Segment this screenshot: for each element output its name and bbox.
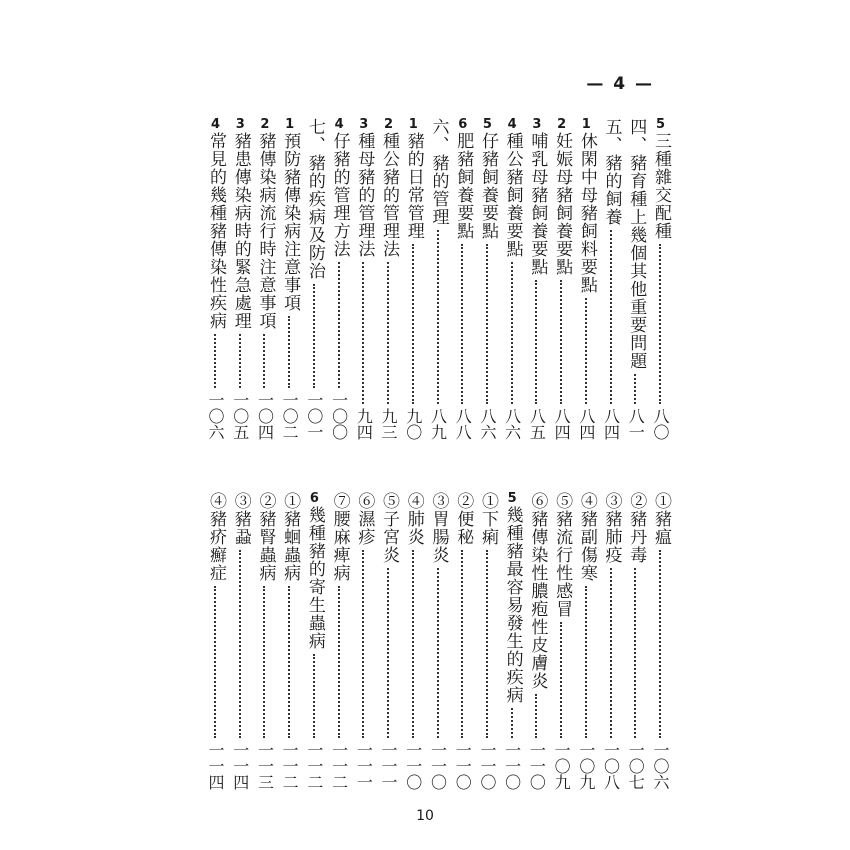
entry-number: 3 bbox=[235, 117, 245, 132]
leader-dots bbox=[511, 708, 513, 738]
entry-page-number: 八八 bbox=[453, 408, 473, 440]
entry-page-number: 八六 bbox=[502, 408, 522, 440]
entry-page-number: 一〇二 bbox=[280, 392, 300, 440]
entry-page-number: 一〇九 bbox=[552, 742, 572, 790]
entry-title: ③豬肺疫 bbox=[601, 492, 622, 564]
entry-page-number: 一一一 bbox=[379, 742, 399, 790]
leader-dots bbox=[535, 280, 537, 404]
toc-entry bbox=[650, 478, 671, 790]
leader-dots bbox=[338, 262, 340, 388]
entry-page-number: 一〇〇 bbox=[329, 392, 349, 440]
entry-number: 4 bbox=[334, 117, 344, 132]
entry-number: 1 bbox=[408, 117, 418, 132]
entry-number: 6 bbox=[309, 491, 319, 506]
leader-dots bbox=[387, 568, 389, 738]
entry-title: 仔豬飼養要點 bbox=[477, 132, 498, 240]
leader-dots bbox=[313, 654, 315, 738]
entry-page-number: 一一〇 bbox=[502, 742, 522, 790]
entry-page-number: 一〇七 bbox=[626, 742, 646, 790]
toc-entry bbox=[254, 108, 275, 440]
toc-entry bbox=[576, 478, 597, 790]
entry-title: ③豬蝨 bbox=[230, 492, 251, 546]
entry-title: 七、豬的疾病及防治 bbox=[304, 118, 325, 280]
entry-title: 幾種豬最容易發生的疾病 bbox=[502, 506, 523, 704]
toc-entry bbox=[304, 478, 325, 790]
toc-entry bbox=[254, 478, 275, 790]
entry-title: 種母豬的管理法 bbox=[354, 132, 375, 258]
entry-title: ①豬瘟 bbox=[651, 492, 671, 546]
toc-entry bbox=[601, 478, 622, 790]
leader-dots bbox=[634, 374, 636, 404]
entry-title: 四、豬育種上幾個其他重要問題 bbox=[626, 118, 647, 370]
entry-page-number: 一〇五 bbox=[230, 392, 250, 440]
entry-title: 休閑中母豬飼料要點 bbox=[576, 132, 597, 294]
entry-page-number: 九〇 bbox=[403, 408, 423, 440]
entry-number: 1 bbox=[581, 117, 591, 132]
entry-page-number: 八六 bbox=[477, 408, 497, 440]
page-label: — 4 — bbox=[586, 74, 654, 94]
leader-dots bbox=[659, 550, 661, 738]
toc-entry bbox=[625, 108, 646, 440]
entry-number: 2 bbox=[557, 117, 567, 132]
toc-entry bbox=[551, 478, 572, 790]
entry-title: 預防豬傳染病注意事項 bbox=[280, 132, 301, 312]
toc-entry bbox=[403, 478, 424, 790]
entry-title: ②豬腎蟲病 bbox=[255, 492, 276, 582]
toc-entry bbox=[526, 108, 547, 440]
entry-title: 仔豬的管理方法 bbox=[329, 132, 350, 258]
entry-page-number: 一一四 bbox=[230, 742, 250, 790]
leader-dots bbox=[362, 550, 364, 738]
entry-title: 哺乳母豬飼養要點 bbox=[527, 132, 548, 276]
entry-page-number: 一一〇 bbox=[527, 742, 547, 790]
entry-title: ③胃腸炎 bbox=[428, 492, 449, 564]
leader-dots bbox=[659, 244, 661, 404]
leader-dots bbox=[585, 298, 587, 404]
entry-page-number: 一一〇 bbox=[477, 742, 497, 790]
leader-dots bbox=[610, 568, 612, 738]
leader-dots bbox=[437, 568, 439, 738]
entry-title: 妊娠母豬飼養要點 bbox=[552, 132, 573, 276]
entry-title: 豬患傳染病時的緊急處理 bbox=[230, 132, 251, 330]
toc-entry bbox=[304, 108, 325, 440]
toc-entry bbox=[353, 478, 374, 790]
toc-entry bbox=[378, 108, 399, 440]
entry-number: 2 bbox=[384, 117, 394, 132]
entry-title: 六、豬的管理 bbox=[428, 118, 449, 226]
toc-entry bbox=[625, 478, 646, 790]
leader-dots bbox=[263, 586, 265, 738]
entry-page-number: 八四 bbox=[552, 408, 572, 440]
leader-dots bbox=[585, 586, 587, 738]
toc-entry bbox=[502, 108, 523, 440]
entry-title: 常見的幾種豬傳染性疾病 bbox=[206, 132, 226, 330]
toc-entry bbox=[650, 108, 671, 440]
entry-title: ①豬蛔蟲病 bbox=[280, 492, 301, 582]
entry-title: 豬的日常管理 bbox=[403, 132, 424, 240]
leader-dots bbox=[214, 334, 216, 388]
toc-entry bbox=[230, 108, 251, 440]
entry-page-number: 一一〇 bbox=[453, 742, 473, 790]
entry-number: 5 bbox=[655, 117, 666, 132]
entry-title: ⑥濕疹 bbox=[354, 492, 375, 546]
toc-entry bbox=[502, 478, 523, 790]
leader-dots bbox=[362, 262, 364, 404]
toc-entry bbox=[205, 108, 226, 440]
entry-page-number: 一一二 bbox=[280, 742, 300, 790]
entry-page-number: 八四 bbox=[576, 408, 596, 440]
toc-entry bbox=[329, 108, 350, 440]
entry-title: ①下痢 bbox=[477, 492, 498, 546]
entry-number: 5 bbox=[482, 117, 492, 132]
leader-dots bbox=[461, 550, 463, 738]
entry-page-number: 一〇四 bbox=[255, 392, 275, 440]
leader-dots bbox=[461, 244, 463, 404]
leader-dots bbox=[288, 316, 290, 388]
entry-page-number: 八〇 bbox=[651, 408, 670, 440]
toc-entry bbox=[279, 108, 300, 440]
entry-title: ④肺炎 bbox=[403, 492, 424, 546]
entry-page-number: 一〇六 bbox=[651, 742, 670, 790]
entry-title: ⑦腰麻痺病 bbox=[329, 492, 350, 582]
entry-title: 三種雜交配種 bbox=[651, 132, 671, 240]
entry-title: 肥豬飼養要點 bbox=[453, 132, 474, 240]
entry-page-number: 一一二 bbox=[304, 742, 324, 790]
toc-entry bbox=[477, 478, 498, 790]
entry-page-number: 一一〇 bbox=[428, 742, 448, 790]
toc-entry bbox=[230, 478, 251, 790]
toc-entry bbox=[551, 108, 572, 440]
entry-title: ④豬疥癬症 bbox=[206, 492, 226, 582]
toc-entry bbox=[526, 478, 547, 790]
entry-page-number: 九四 bbox=[354, 408, 374, 440]
leader-dots bbox=[313, 284, 315, 388]
entry-title: ⑥豬傳染性膿疱性皮膚炎 bbox=[527, 492, 548, 690]
entry-title: 種公豬飼養要點 bbox=[502, 132, 523, 258]
leader-dots bbox=[412, 550, 414, 738]
leader-dots bbox=[214, 586, 216, 738]
entry-page-number: 一一四 bbox=[206, 742, 225, 790]
toc-entry bbox=[279, 478, 300, 790]
leader-dots bbox=[239, 334, 241, 388]
entry-title: 種公豬的管理法 bbox=[379, 132, 400, 258]
entry-number: 4 bbox=[210, 117, 221, 132]
entry-page-number: 一〇九 bbox=[576, 742, 596, 790]
entry-title: ②豬丹毒 bbox=[626, 492, 647, 564]
entry-page-number: 八九 bbox=[428, 408, 448, 440]
leader-dots bbox=[560, 622, 562, 738]
entry-page-number: 一〇八 bbox=[601, 742, 621, 790]
entry-title: ⑤豬流行性感冒 bbox=[552, 492, 573, 618]
leader-dots bbox=[610, 230, 612, 404]
toc-entry bbox=[601, 108, 622, 440]
leader-dots bbox=[239, 550, 241, 738]
toc-upper-block bbox=[205, 108, 671, 440]
entry-page-number: 八一 bbox=[626, 408, 646, 440]
toc-entry bbox=[477, 108, 498, 440]
entry-page-number: 八四 bbox=[601, 408, 621, 440]
entry-page-number: 一一三 bbox=[255, 742, 275, 790]
leader-dots bbox=[387, 262, 389, 404]
leader-dots bbox=[486, 244, 488, 404]
leader-dots bbox=[535, 694, 537, 738]
entry-page-number: 一一二 bbox=[329, 742, 349, 790]
leader-dots bbox=[437, 230, 439, 404]
leader-dots bbox=[338, 586, 340, 738]
leader-dots bbox=[560, 280, 562, 404]
leader-dots bbox=[263, 334, 265, 388]
toc-entry bbox=[378, 478, 399, 790]
entry-title: ⑤子宮炎 bbox=[379, 492, 400, 564]
entry-title: 五、豬的飼養 bbox=[601, 118, 622, 226]
entry-number: 6 bbox=[458, 117, 468, 132]
toc-entry bbox=[428, 478, 449, 790]
leader-dots bbox=[634, 568, 636, 738]
entry-number: 5 bbox=[507, 491, 517, 506]
entry-page-number: 一〇六 bbox=[206, 392, 225, 440]
entry-page-number: 一一一 bbox=[354, 742, 374, 790]
toc-entry bbox=[452, 108, 473, 440]
entry-title: ④豬副傷寒 bbox=[576, 492, 597, 582]
entry-page-number: 八五 bbox=[527, 408, 547, 440]
leader-dots bbox=[486, 550, 488, 738]
toc-entry bbox=[452, 478, 473, 790]
entry-number: 2 bbox=[260, 117, 270, 132]
toc-entry bbox=[576, 108, 597, 440]
page-number: 10 bbox=[416, 808, 434, 824]
entry-title: 幾種豬的寄生蟲病 bbox=[304, 506, 325, 650]
toc-entry bbox=[428, 108, 449, 440]
entry-number: 1 bbox=[285, 117, 295, 132]
entry-number: 3 bbox=[532, 117, 542, 132]
leader-dots bbox=[511, 262, 513, 404]
entry-page-number: 九三 bbox=[379, 408, 399, 440]
entry-number: 3 bbox=[359, 117, 369, 132]
leader-dots bbox=[412, 244, 414, 404]
toc-lower-block bbox=[205, 478, 671, 790]
entry-page-number: 一〇一 bbox=[304, 392, 324, 440]
toc-entry bbox=[353, 108, 374, 440]
toc-entry bbox=[329, 478, 350, 790]
toc-entry bbox=[205, 478, 226, 790]
entry-title: ②便秘 bbox=[453, 492, 474, 546]
entry-title: 豬傳染病流行時注意事項 bbox=[255, 132, 276, 330]
entry-number: 4 bbox=[507, 117, 517, 132]
entry-page-number: 一一〇 bbox=[403, 742, 423, 790]
toc-entry bbox=[403, 108, 424, 440]
leader-dots bbox=[288, 586, 290, 738]
